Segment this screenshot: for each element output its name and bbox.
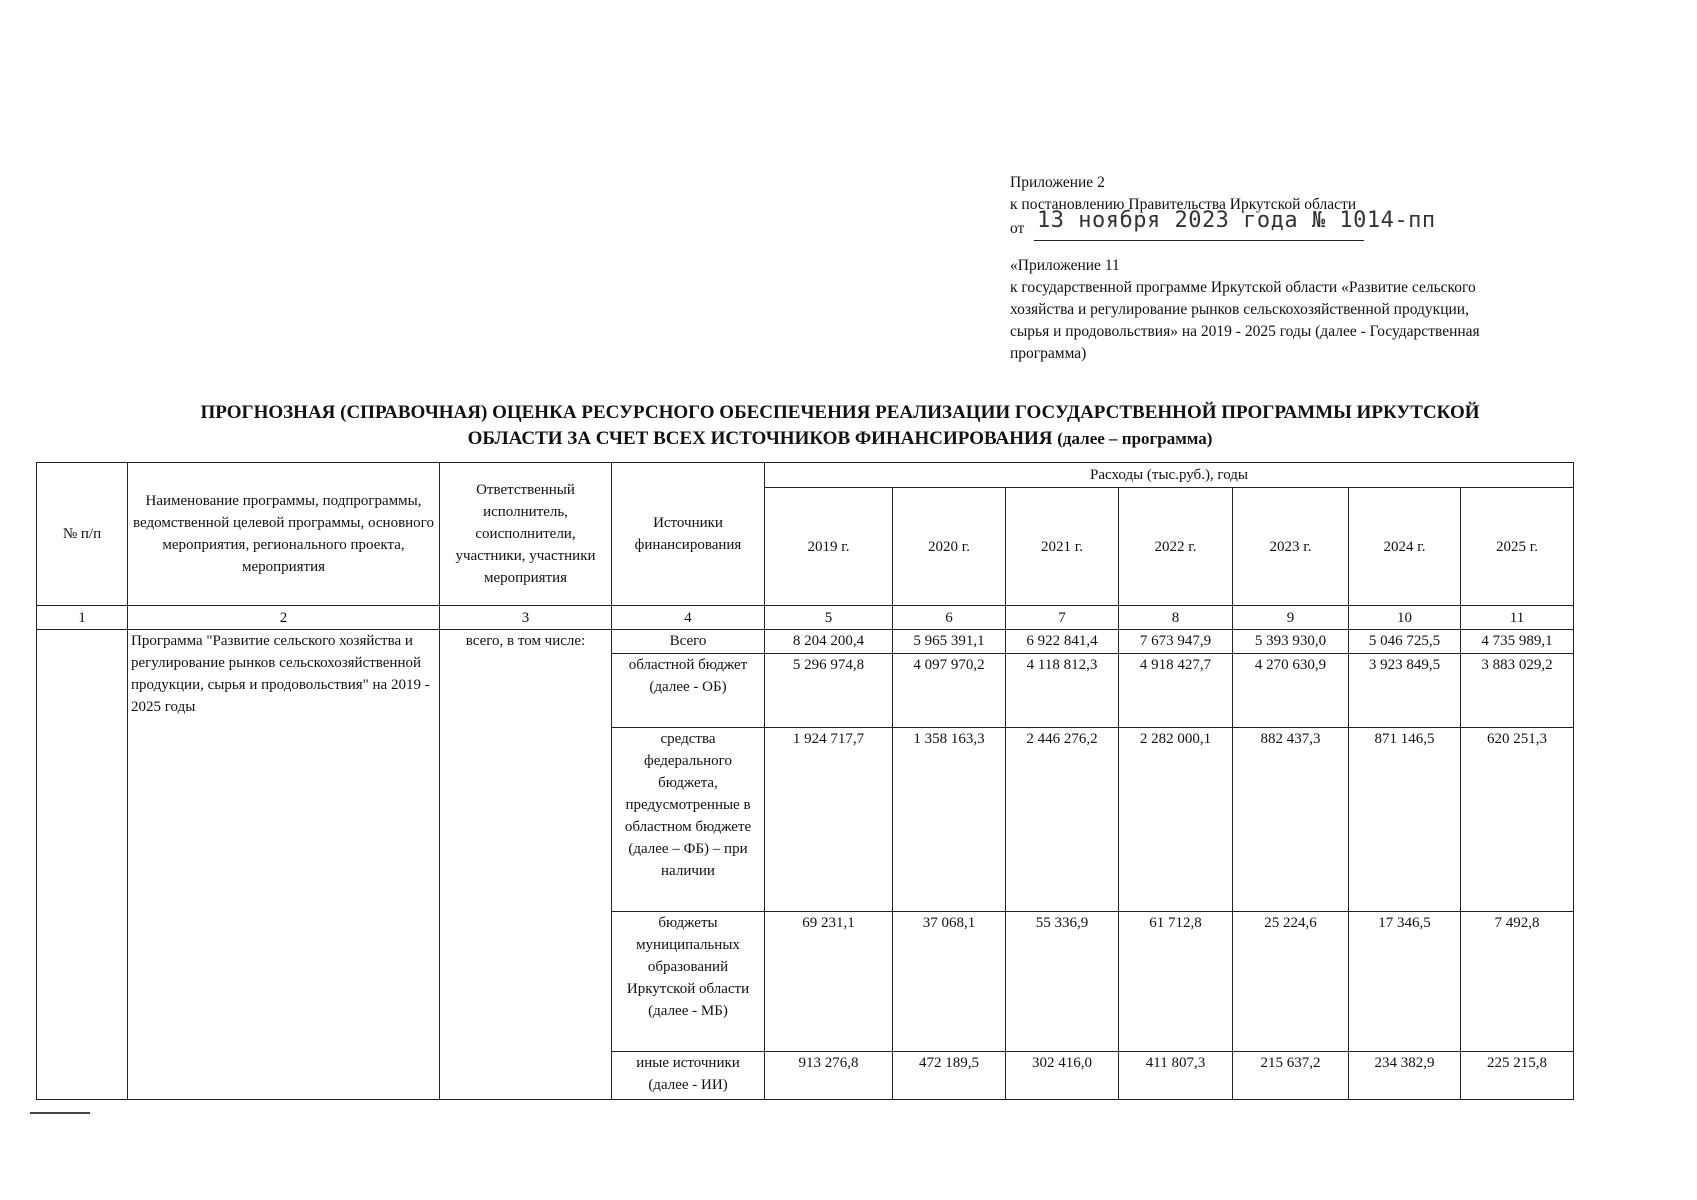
- value-cell: 302 416,0: [1006, 1052, 1119, 1100]
- appendix-decree-ref: к постановлению Правительства Иркутской области: [1010, 196, 1357, 213]
- column-number: 4: [612, 606, 765, 630]
- table-row: [37, 630, 1574, 654]
- value-cell: 4 735 989,1: [1461, 630, 1574, 654]
- value-cell: 25 224,6: [1233, 912, 1349, 1052]
- annex-line: к государственной программе Иркутской области «Развитие сельского: [1010, 279, 1476, 296]
- row-number-cell: [37, 630, 128, 1100]
- source-cell: иные источники (далее - ИИ): [612, 1052, 765, 1100]
- header-year: 2020 г.: [893, 488, 1006, 606]
- column-number-row: [37, 606, 1574, 630]
- header-num: № п/п: [37, 463, 128, 606]
- header-responsible: Ответственный исполнитель, соисполнители, участники, участники мероприятия: [440, 463, 612, 606]
- column-number: 3: [440, 606, 612, 630]
- value-cell: 3 883 029,2: [1461, 654, 1574, 728]
- annex-line: сырья и продовольствия» на 2019 - 2025 годы (далее - Государственная: [1010, 323, 1480, 340]
- header-sources: Источники финансирования: [612, 463, 765, 606]
- value-cell: 1 358 163,3: [893, 728, 1006, 912]
- decree-date-line: [1010, 208, 1590, 242]
- decree-underline: [1034, 240, 1364, 241]
- value-cell: 234 382,9: [1349, 1052, 1461, 1100]
- appendix-title: Приложение 2: [1010, 174, 1105, 191]
- source-cell: Всего: [612, 630, 765, 654]
- value-cell: 6 922 841,4: [1006, 630, 1119, 654]
- column-number: 7: [1006, 606, 1119, 630]
- value-cell: 17 346,5: [1349, 912, 1461, 1052]
- program-name-cell: Программа "Развитие сельского хозяйства и регулирование рынков сельскохозяйственной продукции, сырья и продовольствия" на 2019 - 2025 годы: [128, 630, 440, 1100]
- value-cell: 3 923 849,5: [1349, 654, 1461, 728]
- value-cell: 2 282 000,1: [1119, 728, 1233, 912]
- column-number: 8: [1119, 606, 1233, 630]
- column-number: 2: [128, 606, 440, 630]
- value-cell: 5 393 930,0: [1233, 630, 1349, 654]
- header-year: 2025 г.: [1461, 488, 1574, 606]
- from-label: от: [1010, 220, 1025, 237]
- column-number: 10: [1349, 606, 1461, 630]
- decree-date-number: 13 ноября 2023 года № 1014-пп: [1037, 208, 1436, 233]
- value-cell: 69 231,1: [765, 912, 893, 1052]
- value-cell: 1 924 717,7: [765, 728, 893, 912]
- value-cell: 7 673 947,9: [1119, 630, 1233, 654]
- annex-line: программа): [1010, 345, 1087, 362]
- value-cell: 4 270 630,9: [1233, 654, 1349, 728]
- annex-line: хозяйства и регулирование рынков сельскохозяйственной продукции,: [1010, 301, 1469, 318]
- value-cell: 61 712,8: [1119, 912, 1233, 1052]
- value-cell: 4 918 427,7: [1119, 654, 1233, 728]
- annex-line: «Приложение 11: [1010, 257, 1120, 274]
- header-expenses: Расходы (тыс.руб.), годы: [765, 463, 1574, 488]
- header-year: 2022 г.: [1119, 488, 1233, 606]
- value-cell: 5 296 974,8: [765, 654, 893, 728]
- title-line-2-text: ОБЛАСТИ ЗА СЧЕТ ВСЕХ ИСТОЧНИКОВ ФИНАНСИРОВАНИЯ: [467, 428, 1053, 449]
- document-title: [60, 400, 1620, 452]
- value-cell: 913 276,8: [765, 1052, 893, 1100]
- column-number: 9: [1233, 606, 1349, 630]
- value-cell: 472 189,5: [893, 1052, 1006, 1100]
- column-number: 11: [1461, 606, 1574, 630]
- value-cell: 411 807,3: [1119, 1052, 1233, 1100]
- column-number: 6: [893, 606, 1006, 630]
- title-line-2: [60, 426, 1620, 452]
- scan-mark: [30, 1112, 90, 1114]
- header-year: 2021 г.: [1006, 488, 1119, 606]
- value-cell: 5 965 391,1: [893, 630, 1006, 654]
- header-year: 2024 г.: [1349, 488, 1461, 606]
- value-cell: 4 097 970,2: [893, 654, 1006, 728]
- value-cell: 8 204 200,4: [765, 630, 893, 654]
- value-cell: 215 637,2: [1233, 1052, 1349, 1100]
- title-suffix: (далее – программа): [1057, 429, 1213, 448]
- value-cell: 620 251,3: [1461, 728, 1574, 912]
- source-cell: бюджеты муниципальных образований Иркутской области (далее - МБ): [612, 912, 765, 1052]
- appendix-header: [1010, 172, 1590, 242]
- column-number: 5: [765, 606, 893, 630]
- value-cell: 55 336,9: [1006, 912, 1119, 1052]
- value-cell: 5 046 725,5: [1349, 630, 1461, 654]
- financing-table: [36, 462, 1574, 1100]
- header-year: 2023 г.: [1233, 488, 1349, 606]
- header-year: 2019 г.: [765, 488, 893, 606]
- value-cell: 4 118 812,3: [1006, 654, 1119, 728]
- value-cell: 37 068,1: [893, 912, 1006, 1052]
- annex-11-reference: [1010, 255, 1580, 365]
- value-cell: 7 492,8: [1461, 912, 1574, 1052]
- value-cell: 225 215,8: [1461, 1052, 1574, 1100]
- source-cell: областной бюджет (далее - ОБ): [612, 654, 765, 728]
- header-program-name: Наименование программы, подпрограммы, ведомственной целевой программы, основного мероприятия, регионального проекта, мероприятия: [128, 463, 440, 606]
- source-cell: средства федерального бюджета, предусмотренные в областном бюджете (далее – ФБ) – при наличии: [612, 728, 765, 912]
- value-cell: 882 437,3: [1233, 728, 1349, 912]
- column-number: 1: [37, 606, 128, 630]
- value-cell: 2 446 276,2: [1006, 728, 1119, 912]
- value-cell: 871 146,5: [1349, 728, 1461, 912]
- title-line-1: ПРОГНОЗНАЯ (СПРАВОЧНАЯ) ОЦЕНКА РЕСУРСНОГО ОБЕСПЕЧЕНИЯ РЕАЛИЗАЦИИ ГОСУДАРСТВЕННОЙ ПРОГРАММЫ ИРКУТСКОЙ: [200, 402, 1480, 423]
- responsible-cell: всего, в том числе:: [440, 630, 612, 1100]
